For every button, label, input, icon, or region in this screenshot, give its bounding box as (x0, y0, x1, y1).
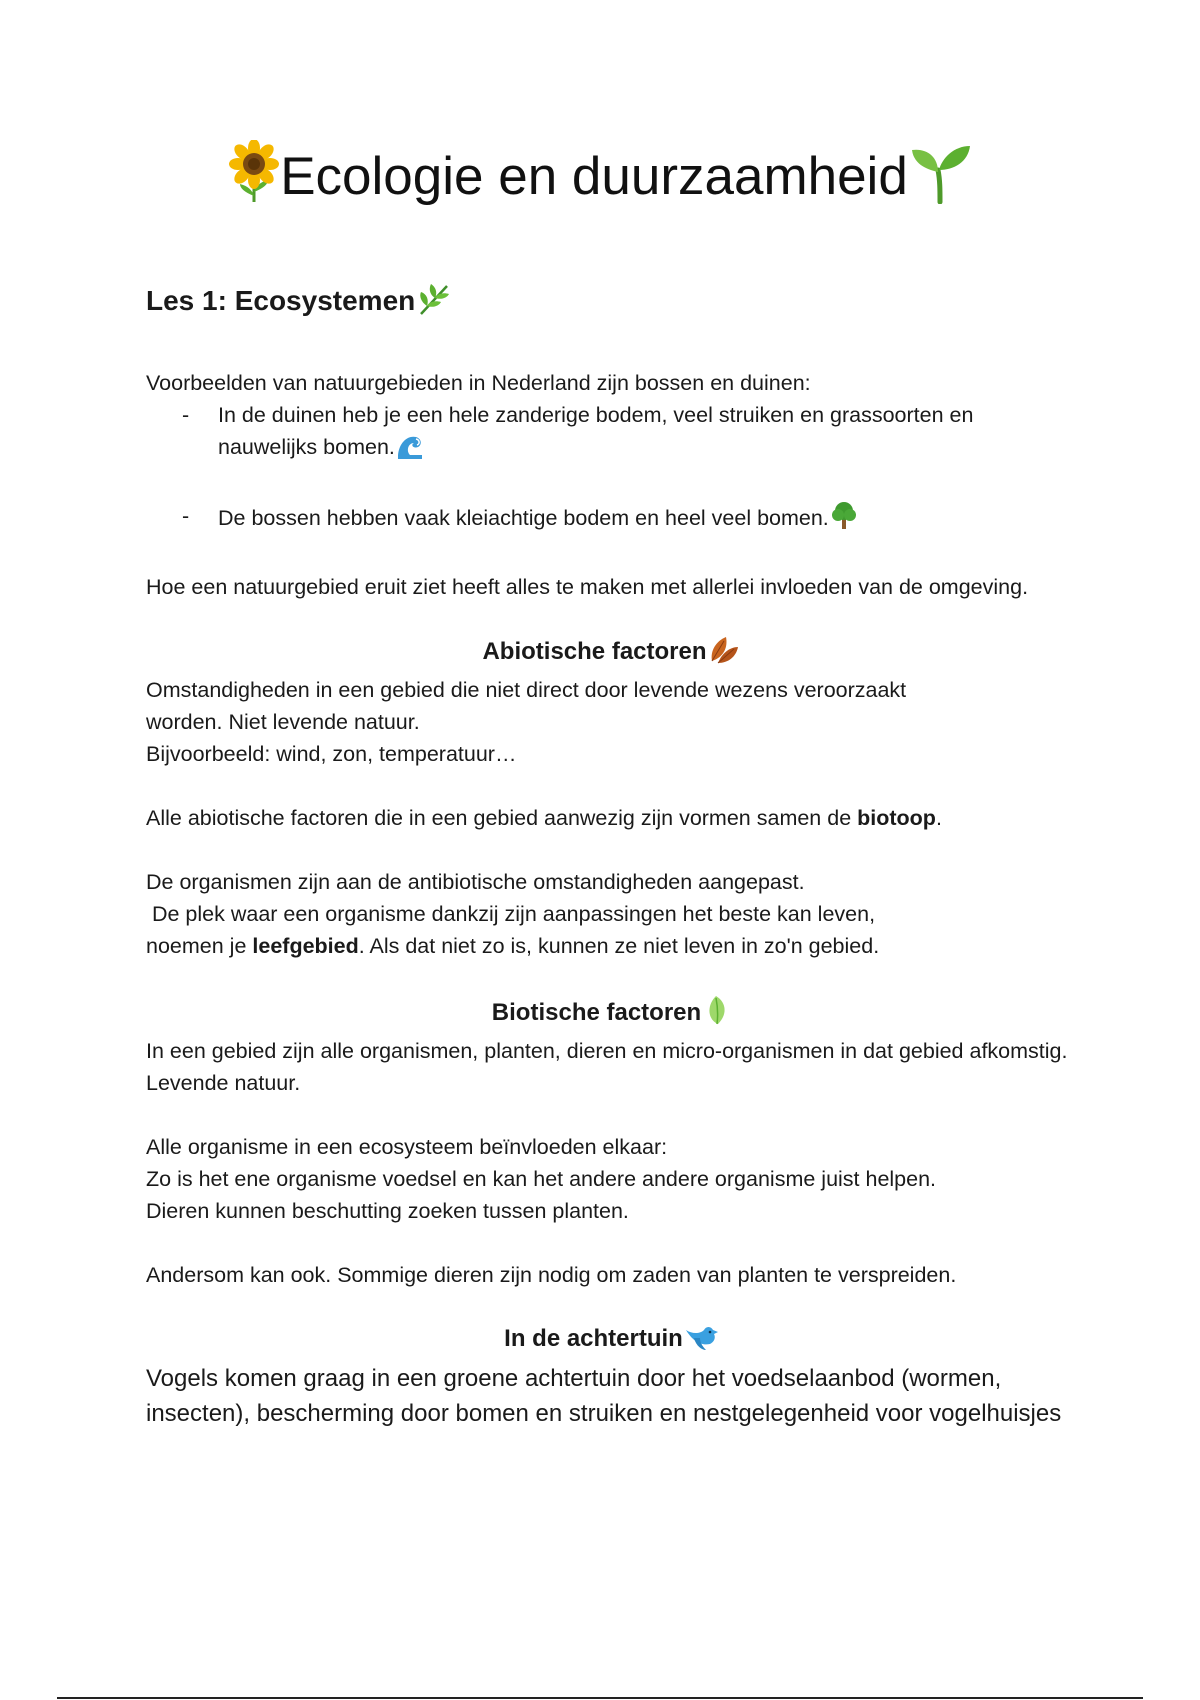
fallen-leaf-icon (708, 635, 740, 674)
biotic-p1: In een gebied zijn alle organismen, planten, dieren en micro-organismen in dat gebied afkomstig. Levende natuur. (146, 1039, 1068, 1095)
leaf-fluttering-icon (702, 994, 730, 1035)
abiotic-p2: Alle abiotische factoren die in een gebied aanwezig zijn vormen samen de biotoop. (146, 806, 942, 830)
term-leefgebied: leefgebied (252, 934, 359, 958)
biotic-p2-line2: Zo is het ene organisme voedsel en kan het andere andere organisme juist helpen. (146, 1167, 937, 1191)
biotic-p2-line3: Dieren kunnen beschutting zoeken tussen planten. (146, 1199, 629, 1223)
term-biotoop: biotoop (857, 806, 936, 830)
water-wave-icon (396, 433, 424, 468)
intro-list (146, 399, 1076, 539)
biotic-heading: Biotische factoren (146, 994, 1076, 1035)
seedling-icon (908, 140, 972, 223)
document-title (0, 140, 1200, 223)
intro-closing: Hoe een natuurgebied eruit ziet heeft alles te maken met allerlei invloeden van de omgeving. (146, 575, 1029, 599)
document-body (146, 280, 1076, 1431)
abiotic-p3-line2: De plek waar een organisme dankzij zijn aanpassingen het beste kan leven, (146, 902, 876, 926)
abiotic-p1-line2: worden. Niet levende natuur. (146, 710, 420, 734)
biotic-p3: Andersom kan ook. Sommige dieren zijn nodig om zaden van planten te verspreiden. (146, 1263, 957, 1287)
abiotic-p1-line1: Omstandigheden in een gebied die niet direct door levende wezens veroorzaakt (146, 678, 907, 702)
title-text: Ecologie en duurzaamheid (280, 147, 908, 206)
abiotic-p3-line1: De organismen zijn aan de antibiotische omstandigheden aangepast. (146, 870, 805, 894)
abiotic-p3-line3: noemen je leefgebied. Als dat niet zo is, kunnen ze niet leven in zo'n gebied. (146, 934, 880, 958)
lesson-heading: Les 1: Ecosystemen (146, 280, 1076, 325)
abiotic-heading: Abiotische factoren (146, 635, 1076, 674)
page-bottom-rule (57, 1697, 1143, 1699)
bird-icon (684, 1324, 718, 1361)
deciduous-tree-icon (830, 500, 858, 539)
garden-heading: In de achtertuin (146, 1323, 1076, 1361)
list-item: - De bossen hebben vaak kleiachtige bodem en heel veel bomen. (146, 500, 1076, 539)
biotic-p2-line1: Alle organisme in een ecosysteem beïnvloeden elkaar: (146, 1135, 668, 1159)
abiotic-p1-line3: Bijvoorbeeld: wind, zon, temperatuur… (146, 742, 517, 766)
sunflower-icon (228, 140, 280, 223)
list-item: - In de duinen heb je een hele zanderige bodem, veel struiken en grassoorten en nauwelijks bomen. (146, 399, 1076, 468)
herb-icon (417, 280, 453, 325)
intro-lead: Voorbeelden van natuurgebieden in Nederland zijn bossen en duinen: (146, 371, 811, 395)
garden-text: Vogels komen graag in een groene achtertuin door het voedselaanbod (wormen, insecten), bescherming door bomen en struiken en nestgelegenheid voor vogelhuisjes (146, 1365, 1062, 1427)
